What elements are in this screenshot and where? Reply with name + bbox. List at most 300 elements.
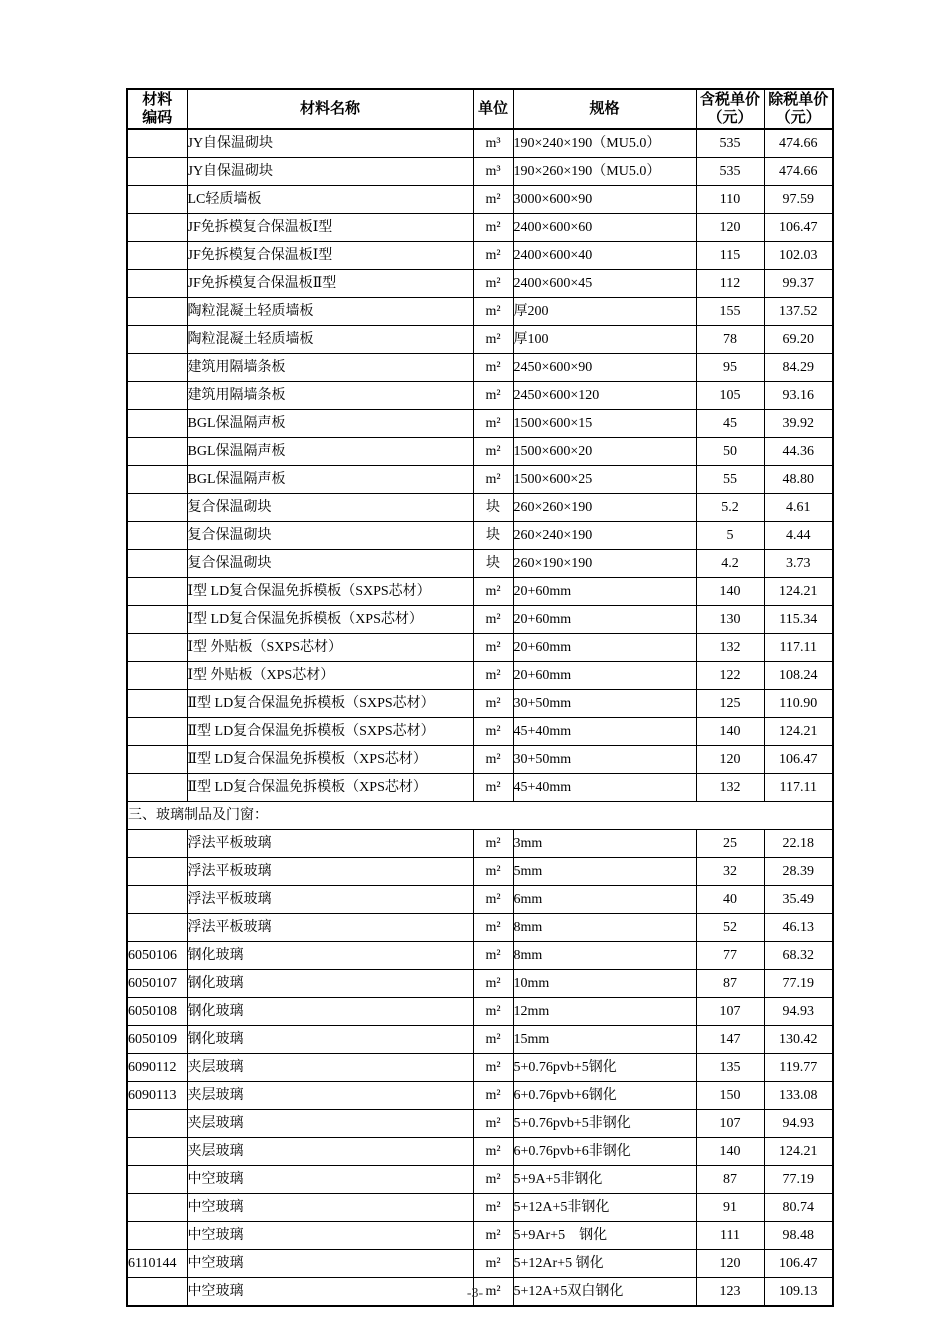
table-row	[127, 1194, 833, 1222]
cell-unit: m²	[473, 270, 513, 298]
cell-price-without-tax: 98.48	[764, 1222, 833, 1250]
cell-price-with-tax: 111	[696, 1222, 764, 1250]
cell-material-code	[127, 158, 187, 186]
cell-material-name: Ⅱ型 LD复合保温免拆模板（SXPS芯材）	[187, 718, 473, 746]
cell-material-name: Ⅰ型 外贴板（XPS芯材）	[187, 662, 473, 690]
cell-price-with-tax: 5	[696, 522, 764, 550]
col-header-price-without-tax	[764, 89, 833, 129]
cell-material-name: JF免拆模复合保温板Ⅱ型	[187, 270, 473, 298]
cell-price-without-tax: 39.92	[764, 410, 833, 438]
table-row	[127, 662, 833, 690]
cell-price-with-tax: 52	[696, 914, 764, 942]
cell-unit: m²	[473, 1194, 513, 1222]
cell-unit: m²	[473, 914, 513, 942]
cell-spec: 6+0.76pvb+6非钢化	[513, 1138, 696, 1166]
cell-price-with-tax: 132	[696, 634, 764, 662]
cell-price-without-tax: 94.93	[764, 1110, 833, 1138]
cell-material-code	[127, 1166, 187, 1194]
cell-material-name: 夹层玻璃	[187, 1138, 473, 1166]
cell-unit: m²	[473, 354, 513, 382]
table-row	[127, 158, 833, 186]
cell-material-code	[127, 298, 187, 326]
cell-price-with-tax: 140	[696, 1138, 764, 1166]
cell-price-without-tax: 69.20	[764, 326, 833, 354]
cell-material-code	[127, 382, 187, 410]
cell-price-without-tax: 124.21	[764, 1138, 833, 1166]
cell-price-with-tax: 50	[696, 438, 764, 466]
cell-material-code: 6050109	[127, 1026, 187, 1054]
table-row	[127, 270, 833, 298]
cell-price-with-tax: 40	[696, 886, 764, 914]
cell-material-code	[127, 1222, 187, 1250]
cell-material-code	[127, 746, 187, 774]
cell-material-name: 陶粒混凝土轻质墙板	[187, 298, 473, 326]
table-row	[127, 1110, 833, 1138]
cell-price-with-tax: 155	[696, 298, 764, 326]
col-header-price-with-tax-line1: 含税单价	[699, 92, 760, 108]
cell-spec: 45+40mm	[513, 774, 696, 802]
cell-price-without-tax: 119.77	[764, 1054, 833, 1082]
cell-spec: 260×190×190	[513, 550, 696, 578]
cell-material-name: 建筑用隔墙条板	[187, 354, 473, 382]
col-header-price-without-tax-line1: 除税单价	[768, 92, 829, 108]
cell-price-with-tax: 120	[696, 746, 764, 774]
col-header-material-code-line1: 材料	[142, 92, 173, 108]
cell-material-code	[127, 550, 187, 578]
col-header-material-name: 材料名称	[187, 89, 473, 129]
cell-unit: m³	[473, 129, 513, 158]
cell-price-with-tax: 147	[696, 1026, 764, 1054]
table-row	[127, 1166, 833, 1194]
cell-material-name: 中空玻璃	[187, 1194, 473, 1222]
table-row	[127, 214, 833, 242]
col-header-price-without-tax-line2: （元）	[775, 110, 821, 126]
cell-unit: m²	[473, 970, 513, 998]
cell-material-name: BGL保温隔声板	[187, 410, 473, 438]
cell-material-name: JY自保温砌块	[187, 129, 473, 158]
table-row	[127, 858, 833, 886]
cell-spec: 厚200	[513, 298, 696, 326]
cell-price-without-tax: 474.66	[764, 129, 833, 158]
cell-price-with-tax: 132	[696, 774, 764, 802]
cell-price-without-tax: 94.93	[764, 998, 833, 1026]
cell-unit: m²	[473, 466, 513, 494]
cell-spec: 1500×600×15	[513, 410, 696, 438]
cell-material-code	[127, 634, 187, 662]
cell-price-without-tax: 35.49	[764, 886, 833, 914]
table-row	[127, 186, 833, 214]
table-row	[127, 690, 833, 718]
table-row	[127, 129, 833, 158]
cell-material-code	[127, 774, 187, 802]
cell-material-name: 中空玻璃	[187, 1278, 473, 1307]
cell-unit: m²	[473, 1166, 513, 1194]
cell-unit: m²	[473, 1082, 513, 1110]
cell-price-with-tax: 135	[696, 1054, 764, 1082]
cell-unit: m²	[473, 1250, 513, 1278]
col-header-material-code-line2: 编码	[142, 110, 173, 126]
cell-price-without-tax: 80.74	[764, 1194, 833, 1222]
cell-material-name: 建筑用隔墙条板	[187, 382, 473, 410]
cell-price-without-tax: 133.08	[764, 1082, 833, 1110]
cell-spec: 45+40mm	[513, 718, 696, 746]
cell-price-with-tax: 107	[696, 998, 764, 1026]
cell-material-code: 6050108	[127, 998, 187, 1026]
cell-price-with-tax: 91	[696, 1194, 764, 1222]
table-row	[127, 914, 833, 942]
cell-price-without-tax: 4.61	[764, 494, 833, 522]
cell-price-without-tax: 106.47	[764, 1250, 833, 1278]
col-header-material-code	[127, 89, 187, 129]
cell-price-with-tax: 77	[696, 942, 764, 970]
cell-price-with-tax: 115	[696, 242, 764, 270]
cell-price-without-tax: 22.18	[764, 830, 833, 858]
table-row	[127, 606, 833, 634]
cell-price-without-tax: 106.47	[764, 214, 833, 242]
cell-unit: m²	[473, 326, 513, 354]
cell-price-with-tax: 107	[696, 1110, 764, 1138]
table-row	[127, 1054, 833, 1082]
cell-material-code	[127, 718, 187, 746]
material-price-table	[126, 88, 834, 1307]
cell-material-name: 陶粒混凝土轻质墙板	[187, 326, 473, 354]
cell-spec: 190×240×190（MU5.0）	[513, 129, 696, 158]
cell-spec: 3000×600×90	[513, 186, 696, 214]
cell-unit: m²	[473, 718, 513, 746]
table-row	[127, 718, 833, 746]
cell-price-with-tax: 45	[696, 410, 764, 438]
cell-spec: 1500×600×20	[513, 438, 696, 466]
cell-price-with-tax: 123	[696, 1278, 764, 1307]
cell-price-with-tax: 125	[696, 690, 764, 718]
cell-material-name: 复合保温砌块	[187, 494, 473, 522]
cell-material-code: 6050106	[127, 942, 187, 970]
cell-price-with-tax: 87	[696, 1166, 764, 1194]
cell-unit: m²	[473, 1026, 513, 1054]
cell-price-with-tax: 130	[696, 606, 764, 634]
table-row	[127, 522, 833, 550]
cell-material-code	[127, 886, 187, 914]
cell-material-code	[127, 186, 187, 214]
cell-price-with-tax: 110	[696, 186, 764, 214]
cell-unit: m²	[473, 662, 513, 690]
cell-spec: 5+9Ar+5 钢化	[513, 1222, 696, 1250]
cell-spec: 2450×600×90	[513, 354, 696, 382]
cell-price-without-tax: 77.19	[764, 970, 833, 998]
cell-unit: m²	[473, 1278, 513, 1307]
cell-material-code: 6090113	[127, 1082, 187, 1110]
cell-material-code	[127, 914, 187, 942]
cell-spec: 2400×600×45	[513, 270, 696, 298]
cell-material-name: 浮法平板玻璃	[187, 914, 473, 942]
cell-price-with-tax: 140	[696, 718, 764, 746]
cell-spec: 3mm	[513, 830, 696, 858]
cell-price-without-tax: 106.47	[764, 746, 833, 774]
cell-price-with-tax: 120	[696, 1250, 764, 1278]
cell-unit: m²	[473, 1054, 513, 1082]
header-row	[127, 89, 833, 129]
cell-material-name: JF免拆模复合保温板Ⅰ型	[187, 242, 473, 270]
cell-spec: 8mm	[513, 914, 696, 942]
cell-material-name: Ⅰ型 LD复合保温免拆模板（SXPS芯材）	[187, 578, 473, 606]
cell-price-with-tax: 25	[696, 830, 764, 858]
cell-unit: 块	[473, 522, 513, 550]
cell-material-name: Ⅱ型 LD复合保温免拆模板（SXPS芯材）	[187, 690, 473, 718]
cell-unit: m²	[473, 998, 513, 1026]
cell-spec: 5+9A+5非钢化	[513, 1166, 696, 1194]
section-title: 三、玻璃制品及门窗：	[127, 802, 833, 830]
cell-price-without-tax: 474.66	[764, 158, 833, 186]
table-row	[127, 746, 833, 774]
cell-material-name: Ⅰ型 外贴板（SXPS芯材）	[187, 634, 473, 662]
cell-unit: 块	[473, 494, 513, 522]
cell-unit: m²	[473, 382, 513, 410]
cell-spec: 6mm	[513, 886, 696, 914]
table-row	[127, 1222, 833, 1250]
cell-price-with-tax: 535	[696, 129, 764, 158]
cell-material-code	[127, 129, 187, 158]
cell-price-without-tax: 99.37	[764, 270, 833, 298]
cell-material-code	[127, 494, 187, 522]
table-row	[127, 298, 833, 326]
cell-unit: m²	[473, 410, 513, 438]
cell-material-name: BGL保温隔声板	[187, 466, 473, 494]
cell-price-without-tax: 77.19	[764, 1166, 833, 1194]
cell-price-without-tax: 124.21	[764, 578, 833, 606]
cell-price-without-tax: 84.29	[764, 354, 833, 382]
cell-unit: m²	[473, 830, 513, 858]
cell-spec: 10mm	[513, 970, 696, 998]
cell-unit: m²	[473, 858, 513, 886]
cell-spec: 30+50mm	[513, 746, 696, 774]
table-row	[127, 1026, 833, 1054]
cell-price-without-tax: 93.16	[764, 382, 833, 410]
table-row	[127, 382, 833, 410]
table-row	[127, 998, 833, 1026]
cell-material-name: 钢化玻璃	[187, 942, 473, 970]
col-header-unit: 单位	[473, 89, 513, 129]
cell-spec: 8mm	[513, 942, 696, 970]
col-header-price-with-tax	[696, 89, 764, 129]
cell-price-without-tax: 3.73	[764, 550, 833, 578]
cell-price-with-tax: 140	[696, 578, 764, 606]
cell-spec: 260×240×190	[513, 522, 696, 550]
cell-spec: 2400×600×60	[513, 214, 696, 242]
cell-price-without-tax: 46.13	[764, 914, 833, 942]
cell-material-code	[127, 438, 187, 466]
cell-material-name: Ⅱ型 LD复合保温免拆模板（XPS芯材）	[187, 746, 473, 774]
cell-spec: 6+0.76pvb+6钢化	[513, 1082, 696, 1110]
cell-spec: 20+60mm	[513, 606, 696, 634]
cell-unit: m²	[473, 886, 513, 914]
cell-unit: m²	[473, 1138, 513, 1166]
cell-material-code	[127, 214, 187, 242]
cell-material-name: 夹层玻璃	[187, 1110, 473, 1138]
page-number: -3-	[466, 1286, 484, 1301]
cell-spec: 5mm	[513, 858, 696, 886]
table-row	[127, 1138, 833, 1166]
table-row	[127, 886, 833, 914]
cell-material-code	[127, 270, 187, 298]
cell-spec: 5+12A+5双白钢化	[513, 1278, 696, 1307]
cell-spec: 1500×600×25	[513, 466, 696, 494]
cell-material-name: Ⅰ型 LD复合保温免拆模板（XPS芯材）	[187, 606, 473, 634]
cell-material-name: 浮法平板玻璃	[187, 858, 473, 886]
cell-spec: 20+60mm	[513, 634, 696, 662]
cell-material-name: 钢化玻璃	[187, 998, 473, 1026]
cell-spec: 20+60mm	[513, 578, 696, 606]
table-row	[127, 326, 833, 354]
cell-price-without-tax: 117.11	[764, 634, 833, 662]
col-header-spec: 规格	[513, 89, 696, 129]
table-body	[127, 129, 833, 1306]
cell-material-name: Ⅱ型 LD复合保温免拆模板（XPS芯材）	[187, 774, 473, 802]
cell-material-name: 复合保温砌块	[187, 522, 473, 550]
table-row	[127, 438, 833, 466]
cell-unit: m²	[473, 774, 513, 802]
table-row	[127, 634, 833, 662]
cell-price-without-tax: 124.21	[764, 718, 833, 746]
cell-spec: 190×260×190（MU5.0）	[513, 158, 696, 186]
cell-unit: m²	[473, 634, 513, 662]
cell-price-without-tax: 115.34	[764, 606, 833, 634]
table-row	[127, 830, 833, 858]
cell-spec: 2450×600×120	[513, 382, 696, 410]
cell-material-code	[127, 466, 187, 494]
cell-material-name: 浮法平板玻璃	[187, 830, 473, 858]
cell-price-with-tax: 4.2	[696, 550, 764, 578]
cell-material-code	[127, 354, 187, 382]
cell-price-with-tax: 112	[696, 270, 764, 298]
table-row	[127, 1250, 833, 1278]
cell-unit: m²	[473, 1110, 513, 1138]
cell-unit: m²	[473, 746, 513, 774]
cell-price-with-tax: 150	[696, 1082, 764, 1110]
cell-price-without-tax: 110.90	[764, 690, 833, 718]
cell-material-name: JF免拆模复合保温板Ⅰ型	[187, 214, 473, 242]
cell-price-without-tax: 68.32	[764, 942, 833, 970]
cell-unit: m²	[473, 186, 513, 214]
cell-price-without-tax: 117.11	[764, 774, 833, 802]
cell-price-without-tax: 108.24	[764, 662, 833, 690]
cell-material-code	[127, 830, 187, 858]
cell-material-name: 钢化玻璃	[187, 970, 473, 998]
col-header-price-with-tax-line2: （元）	[707, 110, 753, 126]
cell-spec: 260×260×190	[513, 494, 696, 522]
cell-unit: m²	[473, 214, 513, 242]
cell-material-code	[127, 326, 187, 354]
cell-price-without-tax: 44.36	[764, 438, 833, 466]
table-row	[127, 1082, 833, 1110]
table-row	[127, 466, 833, 494]
cell-price-with-tax: 5.2	[696, 494, 764, 522]
cell-spec: 15mm	[513, 1026, 696, 1054]
cell-price-with-tax: 78	[696, 326, 764, 354]
cell-price-with-tax: 87	[696, 970, 764, 998]
cell-price-without-tax: 97.59	[764, 186, 833, 214]
table-row	[127, 550, 833, 578]
cell-spec: 厚100	[513, 326, 696, 354]
cell-price-without-tax: 102.03	[764, 242, 833, 270]
cell-price-with-tax: 95	[696, 354, 764, 382]
cell-material-name: 钢化玻璃	[187, 1026, 473, 1054]
cell-material-code: 6090112	[127, 1054, 187, 1082]
cell-price-without-tax: 130.42	[764, 1026, 833, 1054]
section-row	[127, 802, 833, 830]
cell-material-code	[127, 1138, 187, 1166]
cell-material-code	[127, 858, 187, 886]
table-row	[127, 578, 833, 606]
cell-spec: 20+60mm	[513, 662, 696, 690]
cell-unit: 块	[473, 550, 513, 578]
cell-material-name: BGL保温隔声板	[187, 438, 473, 466]
cell-unit: m²	[473, 606, 513, 634]
cell-material-name: 中空玻璃	[187, 1166, 473, 1194]
cell-unit: m²	[473, 438, 513, 466]
cell-unit: m²	[473, 298, 513, 326]
cell-spec: 5+0.76pvb+5非钢化	[513, 1110, 696, 1138]
table-row	[127, 774, 833, 802]
cell-material-name: LC轻质墙板	[187, 186, 473, 214]
cell-price-with-tax: 120	[696, 214, 764, 242]
table-row	[127, 410, 833, 438]
cell-material-code	[127, 1110, 187, 1138]
cell-spec: 30+50mm	[513, 690, 696, 718]
table-row	[127, 970, 833, 998]
cell-spec: 5+0.76pvb+5钢化	[513, 1054, 696, 1082]
cell-unit: m²	[473, 578, 513, 606]
cell-material-name: 中空玻璃	[187, 1250, 473, 1278]
cell-price-without-tax: 48.80	[764, 466, 833, 494]
table-row	[127, 494, 833, 522]
cell-material-code: 6050107	[127, 970, 187, 998]
cell-spec: 5+12Ar+5 钢化	[513, 1250, 696, 1278]
cell-material-code	[127, 578, 187, 606]
cell-material-name: 夹层玻璃	[187, 1082, 473, 1110]
cell-price-without-tax: 28.39	[764, 858, 833, 886]
cell-material-name: 复合保温砌块	[187, 550, 473, 578]
cell-material-code	[127, 522, 187, 550]
cell-material-code	[127, 606, 187, 634]
cell-unit: m²	[473, 690, 513, 718]
cell-material-name: 中空玻璃	[187, 1222, 473, 1250]
table-row	[127, 354, 833, 382]
cell-price-without-tax: 137.52	[764, 298, 833, 326]
cell-material-code	[127, 690, 187, 718]
cell-spec: 5+12A+5非钢化	[513, 1194, 696, 1222]
cell-unit: m²	[473, 1222, 513, 1250]
cell-material-code: 6110144	[127, 1250, 187, 1278]
cell-unit: m³	[473, 158, 513, 186]
cell-material-code	[127, 662, 187, 690]
cell-price-with-tax: 55	[696, 466, 764, 494]
cell-price-with-tax: 32	[696, 858, 764, 886]
cell-spec: 12mm	[513, 998, 696, 1026]
cell-price-without-tax: 109.13	[764, 1278, 833, 1307]
cell-material-name: 浮法平板玻璃	[187, 886, 473, 914]
cell-price-with-tax: 105	[696, 382, 764, 410]
cell-material-code	[127, 410, 187, 438]
cell-price-with-tax: 122	[696, 662, 764, 690]
table-row	[127, 242, 833, 270]
cell-spec: 2400×600×40	[513, 242, 696, 270]
cell-unit: m²	[473, 242, 513, 270]
cell-unit: m²	[473, 942, 513, 970]
table-row	[127, 942, 833, 970]
cell-material-name: JY自保温砌块	[187, 158, 473, 186]
cell-material-code	[127, 242, 187, 270]
cell-price-without-tax: 4.44	[764, 522, 833, 550]
